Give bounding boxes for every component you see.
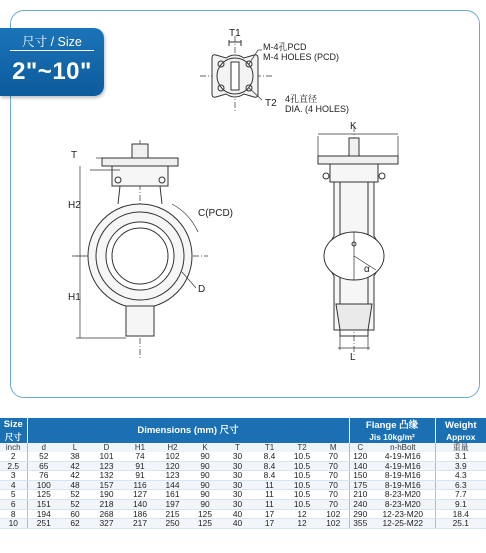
table-cell: 17 — [253, 519, 286, 529]
col-l: L — [60, 443, 90, 452]
table-cell: 10.5 — [286, 490, 318, 500]
label-holes-en: M-4 HOLES (PCD) — [263, 52, 340, 62]
col-weight: 重量 — [435, 443, 486, 452]
label-k: K — [350, 121, 357, 132]
dimensions-table — [0, 418, 486, 529]
table-cell: 10.5 — [286, 461, 318, 471]
table-cell: 11 — [253, 480, 286, 490]
table-cell: 210 — [349, 490, 371, 500]
col-k: K — [188, 443, 222, 452]
header-size: Size — [0, 418, 27, 432]
table-cell: 157 — [90, 480, 123, 490]
header-jis: Jis 10kg/m² — [349, 432, 435, 443]
table-cell: 161 — [157, 490, 188, 500]
table-row — [0, 471, 486, 481]
col-m: M — [318, 443, 349, 452]
table-cell: 10.5 — [286, 499, 318, 509]
table-cell: 197 — [157, 499, 188, 509]
table-cell: 5 — [0, 490, 27, 500]
table-cell: 250 — [157, 519, 188, 529]
table-cell: 48 — [60, 480, 90, 490]
table-cell: 65 — [27, 461, 60, 471]
table-cell: 140 — [123, 499, 157, 509]
table-cell: 140 — [349, 461, 371, 471]
table-cell: 90 — [188, 490, 222, 500]
label-t: T — [71, 150, 78, 161]
label-dia-en: DIA. (4 HOLES) — [285, 104, 350, 114]
column-header-row — [0, 443, 486, 452]
label-c-pcd: C(PCD) — [198, 208, 233, 219]
table-row — [0, 452, 486, 461]
label-alpha: α — [364, 264, 370, 275]
table-cell: 52 — [60, 490, 90, 500]
table-cell: 102 — [157, 452, 188, 461]
table-cell: 52 — [27, 452, 60, 461]
table-cell: 123 — [90, 461, 123, 471]
table-cell: 4-19-M16 — [371, 461, 435, 471]
table-cell: 125 — [188, 519, 222, 529]
top-view — [200, 36, 272, 112]
table-row — [0, 480, 486, 490]
col-t: T — [222, 443, 253, 452]
table-cell: 4-19-M16 — [371, 452, 435, 461]
table-row — [0, 519, 486, 529]
table-cell: 30 — [222, 490, 253, 500]
col-c: C — [349, 443, 371, 452]
header-weight-approx: Approx — [435, 432, 486, 443]
table-cell: 144 — [157, 480, 188, 490]
table-cell: 290 — [349, 509, 371, 519]
table-cell: 12 — [286, 509, 318, 519]
col-d: d — [27, 443, 60, 452]
label-l: L — [350, 352, 356, 363]
table-cell: 8-23-M20 — [371, 490, 435, 500]
table-cell: 127 — [123, 490, 157, 500]
col-t1: T1 — [253, 443, 286, 452]
table-cell: 3.1 — [435, 452, 486, 461]
table-cell: 217 — [123, 519, 157, 529]
table-cell: 90 — [188, 499, 222, 509]
side-view — [318, 126, 398, 356]
table-cell: 327 — [90, 519, 123, 529]
table-cell: 18.4 — [435, 509, 486, 519]
table-row — [0, 499, 486, 509]
table-cell: 186 — [123, 509, 157, 519]
header-dimensions: Dimensions (mm) 尺寸 — [27, 418, 349, 443]
table-cell: 3 — [0, 471, 27, 481]
col-D: D — [90, 443, 123, 452]
table-cell: 6.3 — [435, 480, 486, 490]
header-size-cn: 尺寸 — [0, 432, 27, 443]
table-cell: 70 — [318, 480, 349, 490]
table-cell: 8 — [0, 509, 27, 519]
table-row — [0, 509, 486, 519]
table-cell: 11 — [253, 490, 286, 500]
table-cell: 30 — [222, 471, 253, 481]
label-dia-cn: 4孔直径 — [285, 94, 318, 104]
col-bolt: n-hBolt — [371, 443, 435, 452]
table-cell: 125 — [27, 490, 60, 500]
table-cell: 101 — [90, 452, 123, 461]
table-cell: 30 — [222, 499, 253, 509]
header-flange: Flange 凸缘 — [349, 418, 435, 432]
table-cell: 3.9 — [435, 461, 486, 471]
table-cell: 12 — [286, 519, 318, 529]
table-cell: 120 — [349, 452, 371, 461]
col-t2: T2 — [286, 443, 318, 452]
table-cell: 251 — [27, 519, 60, 529]
table-cell: 8.4 — [253, 452, 286, 461]
table-cell: 70 — [318, 471, 349, 481]
table-cell: 30 — [222, 480, 253, 490]
table-cell: 4.3 — [435, 471, 486, 481]
table-cell: 30 — [222, 461, 253, 471]
label-h2: H2 — [68, 200, 81, 211]
table-cell: 150 — [349, 471, 371, 481]
table-cell: 102 — [318, 519, 349, 529]
table-cell: 42 — [60, 461, 90, 471]
table-cell: 4 — [0, 480, 27, 490]
table-cell: 10.5 — [286, 452, 318, 461]
table-cell: 125 — [188, 509, 222, 519]
table-cell: 12-23-M20 — [371, 509, 435, 519]
table-row — [0, 461, 486, 471]
table-cell: 12-25-M22 — [371, 519, 435, 529]
table-cell: 215 — [157, 509, 188, 519]
table-cell: 11 — [253, 499, 286, 509]
col-h2: H2 — [157, 443, 188, 452]
table-cell: 90 — [188, 471, 222, 481]
table-cell: 42 — [60, 471, 90, 481]
table-cell: 40 — [222, 519, 253, 529]
table-cell: 70 — [318, 461, 349, 471]
table-cell: 70 — [318, 490, 349, 500]
table-cell: 90 — [188, 480, 222, 490]
table-cell: 7.7 — [435, 490, 486, 500]
table-cell: 123 — [157, 471, 188, 481]
table-cell: 74 — [123, 452, 157, 461]
table-cell: 17 — [253, 509, 286, 519]
table-cell: 70 — [318, 499, 349, 509]
table-cell: 8-23-M20 — [371, 499, 435, 509]
table-cell: 8.4 — [253, 461, 286, 471]
table-cell: 8.4 — [253, 471, 286, 481]
table-cell: 8-19-M16 — [371, 480, 435, 490]
table-cell: 25.1 — [435, 519, 486, 529]
label-t1: T1 — [229, 28, 241, 39]
table-cell: 102 — [318, 509, 349, 519]
table-cell: 10.5 — [286, 480, 318, 490]
table-cell: 60 — [60, 509, 90, 519]
label-d: D — [198, 284, 206, 295]
table-cell: 132 — [90, 471, 123, 481]
table-cell: 100 — [27, 480, 60, 490]
front-view — [72, 140, 208, 358]
table-cell: 91 — [123, 471, 157, 481]
table-cell: 90 — [188, 452, 222, 461]
table-cell: 151 — [27, 499, 60, 509]
col-h1: H1 — [123, 443, 157, 452]
table-cell: 10 — [0, 519, 27, 529]
size-badge-label: 尺寸 / Size — [22, 35, 82, 49]
table-cell: 30 — [222, 452, 253, 461]
table-cell: 175 — [349, 480, 371, 490]
label-holes-cn: M-4孔PCD — [263, 42, 307, 52]
table-cell: 240 — [349, 499, 371, 509]
table-cell: 116 — [123, 480, 157, 490]
table-cell: 218 — [90, 499, 123, 509]
table-cell: 8-19-M16 — [371, 471, 435, 481]
table-cell: 90 — [188, 461, 222, 471]
table-cell: 2 — [0, 452, 27, 461]
table-cell: 190 — [90, 490, 123, 500]
table-cell: 6 — [0, 499, 27, 509]
table-body — [0, 452, 486, 528]
table-cell: 194 — [27, 509, 60, 519]
table-cell: 62 — [60, 519, 90, 529]
size-badge-range: 2"~10" — [12, 58, 92, 85]
table-cell: 268 — [90, 509, 123, 519]
table-cell: 91 — [123, 461, 157, 471]
label-h1: H1 — [68, 292, 81, 303]
table-cell: 70 — [318, 452, 349, 461]
label-t2: T2 — [265, 98, 277, 109]
table-row — [0, 490, 486, 500]
table-cell: 355 — [349, 519, 371, 529]
table-cell: 76 — [27, 471, 60, 481]
table-cell: 10.5 — [286, 471, 318, 481]
table-cell: 120 — [157, 461, 188, 471]
header-weight: Weight — [435, 418, 486, 432]
table-cell: 38 — [60, 452, 90, 461]
table-cell: 2.5 — [0, 461, 27, 471]
table-cell: 9.1 — [435, 499, 486, 509]
table-cell: 52 — [60, 499, 90, 509]
col-inch: inch — [0, 443, 27, 452]
table-cell: 40 — [222, 509, 253, 519]
